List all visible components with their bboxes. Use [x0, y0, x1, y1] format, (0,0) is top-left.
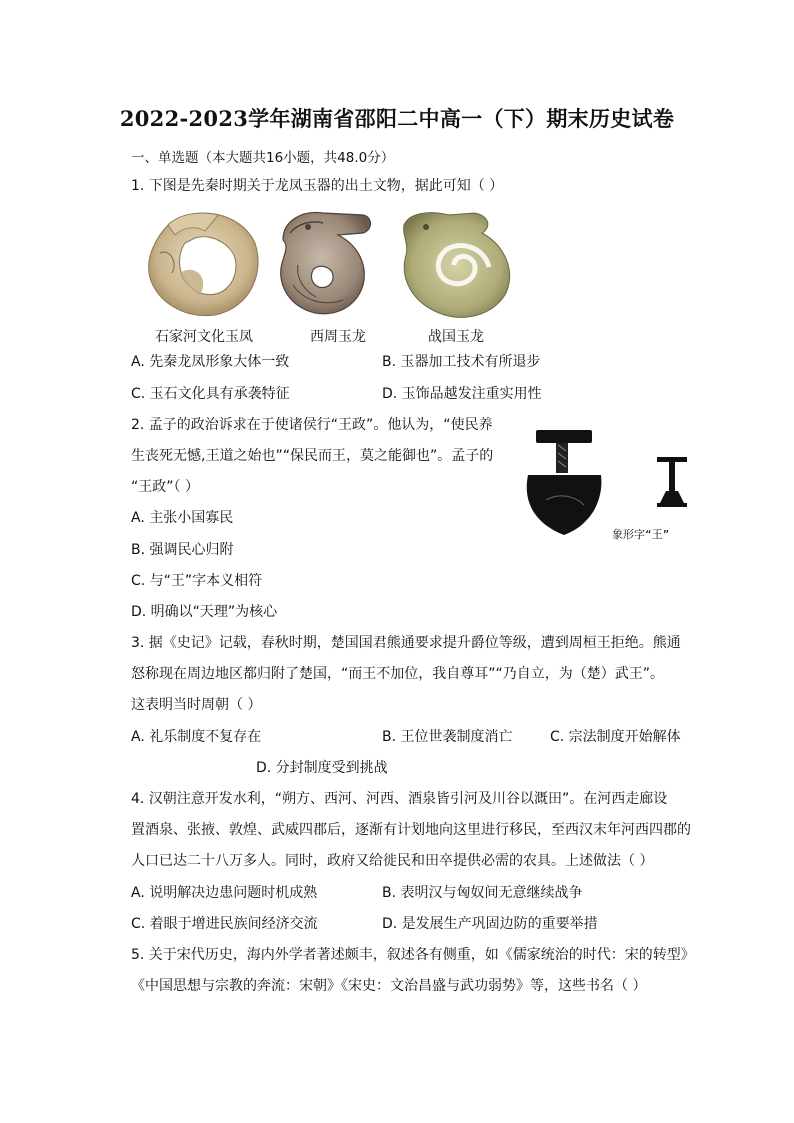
q2-line-1: 2. 孟子的政治诉求在于使诸侯行“王政”。他认为，“使民养: [131, 417, 493, 433]
q2-line-3: “王政”（ ）: [131, 479, 199, 495]
q3-option-d[interactable]: D. 分封制度受到挑战: [256, 760, 388, 776]
q3-option-a[interactable]: A. 礼乐制度不复存在: [131, 729, 262, 745]
q1-caption-phoenix: 石家河文化玉凤: [155, 329, 253, 345]
q4-line-3: 人口已达二十八万多人。同时，政府又给徙民和田卒提供必需的农具。上述做法（ ）: [131, 853, 654, 869]
q3-line-1: 3. 据《史记》记载，春秋时期，楚国国君熊通要求提升爵位等级，遭到周桓王拒绝。熊通: [131, 635, 681, 651]
page-title: 2022-2023学年湖南省邵阳二中高一（下）期末历史试卷: [119, 106, 675, 131]
q4-line-2: 置酒泉、张掖、敦煌、武威四郡后，逐渐有计划地向这里进行移民，至西汉末年河西四郡的: [131, 822, 691, 838]
q3-option-c[interactable]: C. 宗法制度开始解体: [550, 729, 681, 745]
q4-option-d[interactable]: D. 是发展生产巩固边防的重要举措: [382, 916, 598, 932]
q5-line-2: 《中国思想与宗教的奔流：宋朝》《宋史：文治昌盛与武功弱势》等，这些书名（ ）: [131, 978, 647, 994]
q1-option-d[interactable]: D. 玉饰品越发注重实用性: [382, 386, 542, 402]
q4-line-1: 4. 汉朝注意开发水利，“朔方、西河、河西、酒泉皆引河及川谷以溉田”。在河西走廊设: [131, 791, 668, 807]
q1-caption-warring-states: 战国玉龙: [428, 329, 484, 345]
q1-option-a[interactable]: A. 先秦龙凤形象大体一致: [131, 354, 290, 370]
q3-line-3: 这表明当时周朝（ ）: [131, 697, 262, 713]
q1-option-c[interactable]: C. 玉石文化具有承袭特征: [131, 386, 290, 402]
q2-line-2: 生丧死无憾,王道之始也”“保民而王，莫之能御也”。孟子的: [131, 448, 494, 464]
section-heading: 一、单选题（本大题共16小题，共48.0分）: [131, 150, 395, 166]
q2-option-a[interactable]: A. 主张小国寡民: [131, 510, 234, 526]
q3-option-b[interactable]: B. 王位世袭制度消亡: [382, 729, 513, 745]
q4-option-b[interactable]: B. 表明汉与匈奴间无意继续战争: [382, 885, 583, 901]
q4-option-c[interactable]: C. 着眼于增进民族间经济交流: [131, 916, 318, 932]
q1-option-b[interactable]: B. 玉器加工技术有所退步: [382, 354, 541, 370]
q3-line-2: 怒称现在周边地区都归附了楚国，“而王不加位，我自尊耳”“乃自立，为（楚）武王”。: [131, 666, 665, 682]
q2-option-c[interactable]: C. 与“王”字本义相符: [131, 573, 263, 589]
q1-stem: 1. 下图是先秦时期关于龙凤玉器的出土文物，据此可知（ ）: [131, 178, 504, 194]
q2-option-d[interactable]: D. 明确以“天理”为核心: [131, 604, 278, 620]
q1-caption-western-zhou: 西周玉龙: [310, 329, 366, 345]
jade-phoenix-image: [140, 203, 265, 321]
q4-option-a[interactable]: A. 说明解决边患问题时机成熟: [131, 885, 318, 901]
jade-dragon-warring-states-image: [394, 205, 518, 322]
q2-figure-caption: 象形字“王”: [612, 528, 670, 541]
q5-line-1: 5. 关于宋代历史，海内外学者著述颇丰，叙述各有侧重，如《儒家统治的时代：宋的转型》: [131, 947, 695, 963]
q2-option-b[interactable]: B. 强调民心归附: [131, 542, 234, 558]
jade-dragon-western-zhou-image: [268, 205, 376, 320]
